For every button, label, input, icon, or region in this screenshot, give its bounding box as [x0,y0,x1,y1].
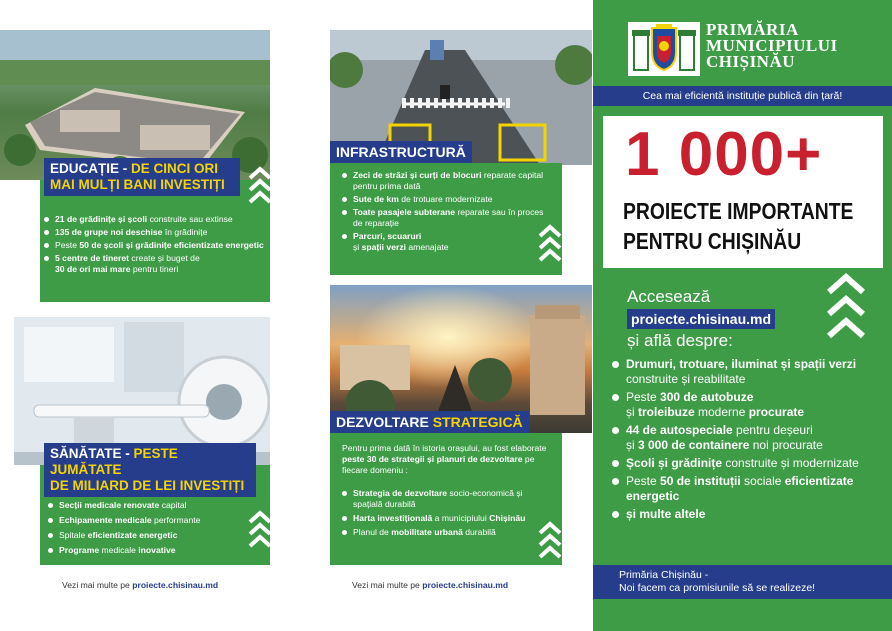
list-item: Strategia de dezvoltare socio-economică și spațială durabilă [342,488,532,510]
access-block [627,287,775,351]
access-after: și află despre: [627,331,733,350]
health-title-highlight: PESTE JUMĂTATE [50,446,178,477]
access-link[interactable]: proiecte.chisinau.md [627,309,775,329]
health-title [44,443,256,497]
infrastructure-list [342,170,552,255]
education-title-line2: MAI MULȚI BANI INVESTIȚI [50,177,225,192]
list-item: Școli și grădinițe construite și modernizate [612,456,874,471]
list-item: Harta investițională a municipiului Chișinău [342,513,532,524]
education-title [44,158,240,196]
headline [623,196,854,256]
list-item: 21 de grădinițe și școli construite sau extinse [44,214,266,225]
right-footer-line1: Primăria Chișinău - [619,569,709,581]
right-chevrons-icon [826,266,866,348]
strategic-intro: Pentru prima dată în istoria orașului, au fost elaborate peste 30 de strategii și planuri de dezvoltare pe fiecare domeniu : [342,443,547,475]
org-line3: CHIȘINĂU [706,52,796,71]
strategic-title-highlight: STRATEGICĂ [432,414,523,430]
big-number: 1 000+ [625,120,823,189]
list-item: Secții medicale renovate capital [48,500,253,511]
education-chevrons-icon [248,160,272,206]
education-list [44,214,266,277]
right-footer-line2: Noi facem ca promisiunile să se realizeze! [619,582,816,594]
list-item: Peste 50 de instituții sociale eficientizate energetic [612,474,874,504]
list-item: 44 de autospeciale pentru deșeuri și 3 000 de containere noi procurate [612,423,874,453]
education-title-part1: EDUCAȚIE - [50,161,131,176]
health-title-part1: SĂNĂTATE - [50,446,134,461]
left-footer-link[interactable]: proiecte.chisinau.md [132,580,219,590]
organization-name [706,22,838,70]
infrastructure-title: INFRASTRUCTURĂ [330,141,472,163]
list-item: Sute de km de trotuare modernizate [342,194,552,205]
list-item: Spitale eficientizate energetic [48,530,253,541]
list-item: 5 centre de tineret create și buget de 30 de ori mai mare pentru tineri [44,253,266,275]
list-item: Drumuri, trotuare, iluminat și spații verzi construite și reabilitate [612,357,874,387]
left-footer: Vezi mai multe pe proiecte.chisinau.md [62,580,219,590]
access-word: Accesează [627,287,711,306]
tagline: Cea mai eficientă instituție publică din țară! [642,90,843,102]
list-item: Echipamente medicale performante [48,515,253,526]
middle-footer-link[interactable]: proiecte.chisinau.md [422,580,509,590]
chisinau-coat-of-arms-logo [628,22,700,81]
list-item: 135 de grupe noi deschise în grădinițe [44,227,266,238]
strategic-title [330,411,529,433]
strategic-chevrons-icon [538,515,562,561]
health-title-line2: DE MILIARD DE LEI INVESTIȚI [50,478,245,493]
right-footer [593,565,892,599]
education-title-highlight: DE CINCI ORI [131,161,219,176]
list-item: și multe altele [612,507,874,522]
health-list [48,500,253,558]
org-line2: MUNICIPIULUI [706,36,838,55]
middle-footer: Vezi mai multe pe proiecte.chisinau.md [352,580,509,590]
tagline-bar [593,86,892,106]
headline-line1: PROIECTE IMPORTANTE [623,198,854,224]
list-item: Peste 50 de școli și grădinițe eficientizate energetic [44,240,266,251]
list-item: Peste 300 de autobuze și troleibuze moderne procurate [612,390,874,420]
list-item: Toate pasajele subterane reparate sau în proces de reparație [342,207,552,229]
strategic-title-part1: DEZVOLTARE [336,414,433,430]
right-list [612,357,874,522]
headline-line2: PENTRU CHIȘINĂU [623,228,802,254]
strategic-list [342,488,532,540]
list-item: Programe medicale inovative [48,545,253,556]
list-item: Parcuri, scuaruri și spații verzi amenajate [342,231,552,253]
list-item: Zeci de străzi și curți de blocuri reparate capital pentru prima dată [342,170,552,192]
org-line1: PRIMĂRIA [706,20,799,39]
list-item: Planul de mobilitate urbană durabilă [342,527,532,538]
